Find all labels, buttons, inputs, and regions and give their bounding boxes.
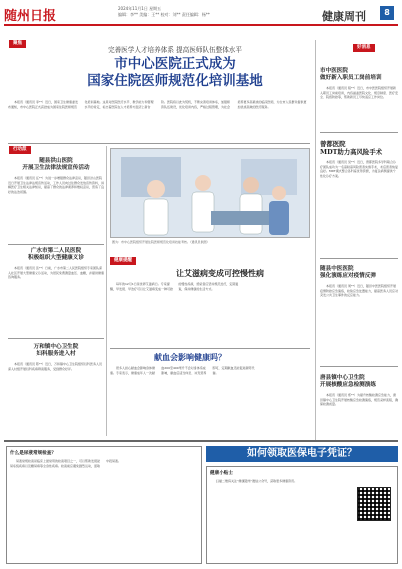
left-body-1-box: [8, 176, 104, 242]
left-tag: 行动派: [9, 146, 31, 154]
middle-body-2-box: [110, 366, 310, 436]
divider: [8, 244, 104, 245]
column-divider: [106, 146, 107, 436]
right-headline-3: 随县中医医院 强化演练应对疫情反弹: [320, 266, 376, 279]
left-body-1: 本报讯（通讯员 汪**）为进一步增强群众法律意识，随县洪山医院近日开展卫生法律法规宣传活动，工作人员向过往群众发放宣传资料，讲解医疗卫生相关法律知识，提高了群众的法律素养和维权意识，营造了良好的法治氛围。: [8, 176, 104, 194]
bottom-left-body-box: [10, 459, 198, 565]
middle-body-1: 每年的12月1日是世界艾滋病日。专家提醒，早发现、早治疗可以让艾滋病变成一种可控的慢性疾病，感染者应坚持规范治疗，定期复查，保持健康的生活方式。: [110, 282, 239, 291]
date-line: 2024年11月1日 星期五: [118, 6, 162, 11]
left-headline-3: 万和镇中心卫生院 妇科服务进入村: [33, 344, 79, 357]
right-tag: 好消息: [353, 44, 375, 52]
lead-kicker: 完善医学人才培养体系 提高医师队伍整体水平: [108, 46, 242, 54]
page-number: 8: [380, 6, 394, 20]
doctors-training-illustration: [111, 149, 310, 238]
left-headline-1: 随县洪山医院 开展卫生法律法规宣传活动: [22, 158, 90, 171]
bottom-left-box: [6, 446, 202, 564]
left-body-3-box: [8, 362, 104, 434]
section-name: 健康周刊: [322, 10, 366, 23]
right-body-4-box: [320, 393, 398, 441]
bottom-left-body: 尿液常规检查是临床上最常用的检查项目之一，可以帮助发现泌尿系统疾病以及糖尿病等全身性疾病。检查前应避免剧烈运动，留取中段尿液。: [10, 459, 122, 468]
left-body-2-box: [8, 266, 104, 336]
bottom-rule: [4, 440, 398, 442]
middle-body-2: 很多人担心献血会影响身体健康。专家表示，健康成年人一次献血200至400毫升不会对身体造成影响，献血后适当休息、补充营养即可，定期献血还能促进新陈代谢。: [110, 366, 255, 375]
left-body-2: 本报讯（通讯员 张**）日前，广水市第二人民医院组织专家团队深入社区开展大型健康义诊活动，为居民免费测量血压、血糖，并提供健康咨询服务。: [8, 266, 104, 280]
column-divider: [315, 40, 316, 440]
lead-headline-line2: 国家住院医师规范化培训基地: [87, 73, 263, 89]
right-headline-2: 曾都医院 MDT助力高风险手术: [320, 140, 383, 156]
right-body-4: 本报讯（通讯员 郑**）为提升核酸检测应急能力，唐县镇中心卫生院开展核酸应急检测演练，规范采样流程，确保检测质量。: [320, 393, 398, 407]
divider: [320, 366, 398, 367]
lead-headline-line1: 市中心医院正式成为: [114, 56, 236, 72]
paper-logo: 随州日报: [4, 9, 57, 24]
right-body-2-box: [320, 160, 398, 255]
right-body-3-box: [320, 284, 398, 364]
masthead-rule: [4, 24, 398, 26]
right-headline-1: 市中医医院 做好新入职员工岗前培训: [320, 68, 382, 81]
middle-body-1-box: [110, 282, 310, 346]
bottom-right-title: 健康小贴士: [210, 471, 233, 476]
middle-headline-1: 让艾滋病变成可控慢性病: [176, 268, 264, 278]
right-body-1-box: [320, 86, 398, 128]
divider: [8, 143, 310, 144]
lead-photo-caption: 图为：市中心医院组织开展住院医师规范化培训技能考核。（通讯员供图）: [112, 240, 210, 244]
lead-body-text: 本报讯（通讯员 李**）近日，国家卫生健康委发布通知，市中心医院正式获批成为国家住院医师规范化培训基地。这是对医院医疗水平、教学能力和管理水平的肯定，标志着医院在人才培养方面迈上新台阶。医院将以此为契机，不断完善培训体系，加强师资队伍建设，优化培训内容，严格过程管理，为社会培养更多高素质的临床医师，为全市人民群众提供更加优质高效的医疗服务。: [8, 100, 307, 109]
right-body-1: 本报讯（通讯员 程**）近日，市中医医院组织开展新入职员工岗前培训，内容涵盖医院文化、规章制度、医疗安全、院感防控等，帮助新员工尽快适应工作岗位。: [320, 86, 398, 100]
bottom-right-box: [206, 466, 398, 564]
right-body-3: 本报讯（通讯员 周**）近日，随县中医医院组织开展疫情防控应急演练，检验应急处置能力，提高医务人员应对突发公共卫生事件的反应能力。: [320, 284, 398, 298]
middle-headline-2: 献血会影响健康吗？: [154, 352, 226, 362]
bottom-right-body: 扫描二维码关注“健康随州”微信公众号，获取更多健康资讯。: [216, 479, 298, 483]
divider: [320, 258, 398, 259]
masthead-info: [118, 6, 210, 18]
bottom-banner: 如何领取医保电子凭证？: [206, 446, 398, 462]
divider: [320, 132, 398, 133]
middle-tag: 健康提醒: [110, 257, 136, 265]
right-body-2: 本报讯（通讯员 吴**）近日，曾都医院多学科联合诊疗团队成功为一名高龄高风险患者实施手术，术后患者恢复良好。MDT模式整合各科室优势资源，为复杂病例提供个性化诊疗方案。: [320, 160, 398, 178]
lead-body: [8, 100, 308, 142]
lead-photo: [110, 148, 310, 238]
left-body-3: 本报讯（通讯员 陈**）近日，万和镇中心卫生院组织妇科医务人员深入村组开展妇科疾病筛查服务，受到群众好评。: [8, 362, 102, 371]
qr-code-icon: [357, 487, 391, 521]
left-headline-2: 广水市第二人民医院 积极组织大型健康义诊: [28, 248, 84, 261]
right-headline-4: 唐县镇中心卫生院 开展核酸应急检测演练: [320, 375, 376, 388]
editors-line: 编辑：李** 美编：王** 校对：刘** 责任编辑：杨**: [118, 12, 210, 17]
bottom-right-body-box: [210, 479, 330, 565]
divider: [110, 348, 310, 349]
column-tag: 聚焦: [9, 40, 26, 48]
bottom-left-title: 什么是尿液常规检查？: [10, 451, 56, 456]
divider: [8, 338, 104, 339]
